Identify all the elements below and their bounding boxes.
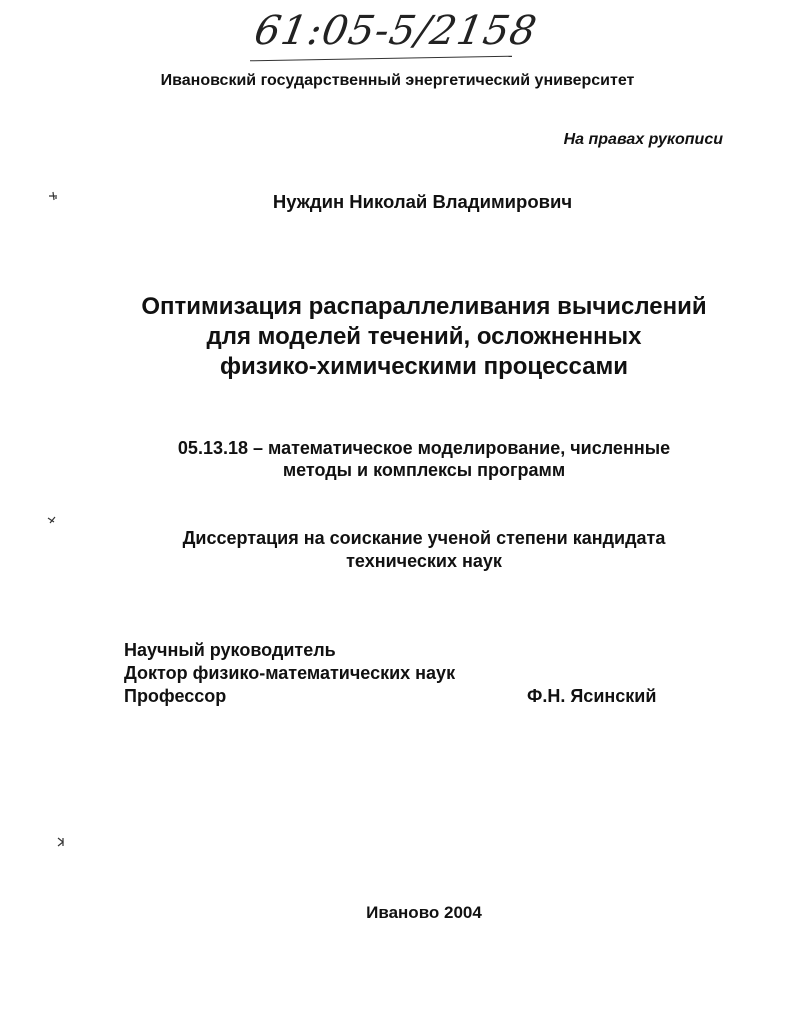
title-line-1: Оптимизация распараллеливания вычислений	[141, 293, 707, 320]
title-line-2: для моделей течений, осложненных	[206, 323, 642, 350]
title-line-3: физико-химическими процессами	[219, 353, 629, 380]
degree-line-1: Диссертация на соискание ученой степени кандидата	[182, 528, 666, 548]
specialty-code	[0, 437, 795, 481]
supervisor-title: Профессор	[124, 686, 227, 706]
author-name: Нуждин Николай Владимирович	[272, 191, 573, 212]
dissertation-title	[0, 292, 795, 382]
supervisor-block	[124, 639, 455, 708]
scan-mark-icon	[54, 835, 68, 849]
supervisor-role: Научный руководитель	[124, 640, 336, 660]
city-year: Иваново 2004	[366, 903, 482, 922]
specialty-line-2: методы и комплексы программ	[282, 460, 566, 480]
degree-line-2: технических наук	[346, 551, 502, 571]
archive-number-handwritten: 61:05-5/2158	[250, 8, 541, 54]
university-name: Ивановский государственный энергетический университет	[160, 72, 635, 89]
supervisor-name: Ф.Н. Ясинский	[527, 686, 657, 706]
supervisor-degree: Доктор физико-математических наук	[124, 663, 456, 683]
scan-mark-icon	[46, 189, 60, 203]
manuscript-rights-label: На правах рукописи	[563, 131, 723, 148]
scan-mark-icon	[45, 513, 59, 527]
archive-number-underline	[250, 56, 512, 62]
specialty-line-1: 05.13.18 – математическое моделирование, численные	[177, 438, 671, 458]
degree-statement	[0, 527, 795, 573]
